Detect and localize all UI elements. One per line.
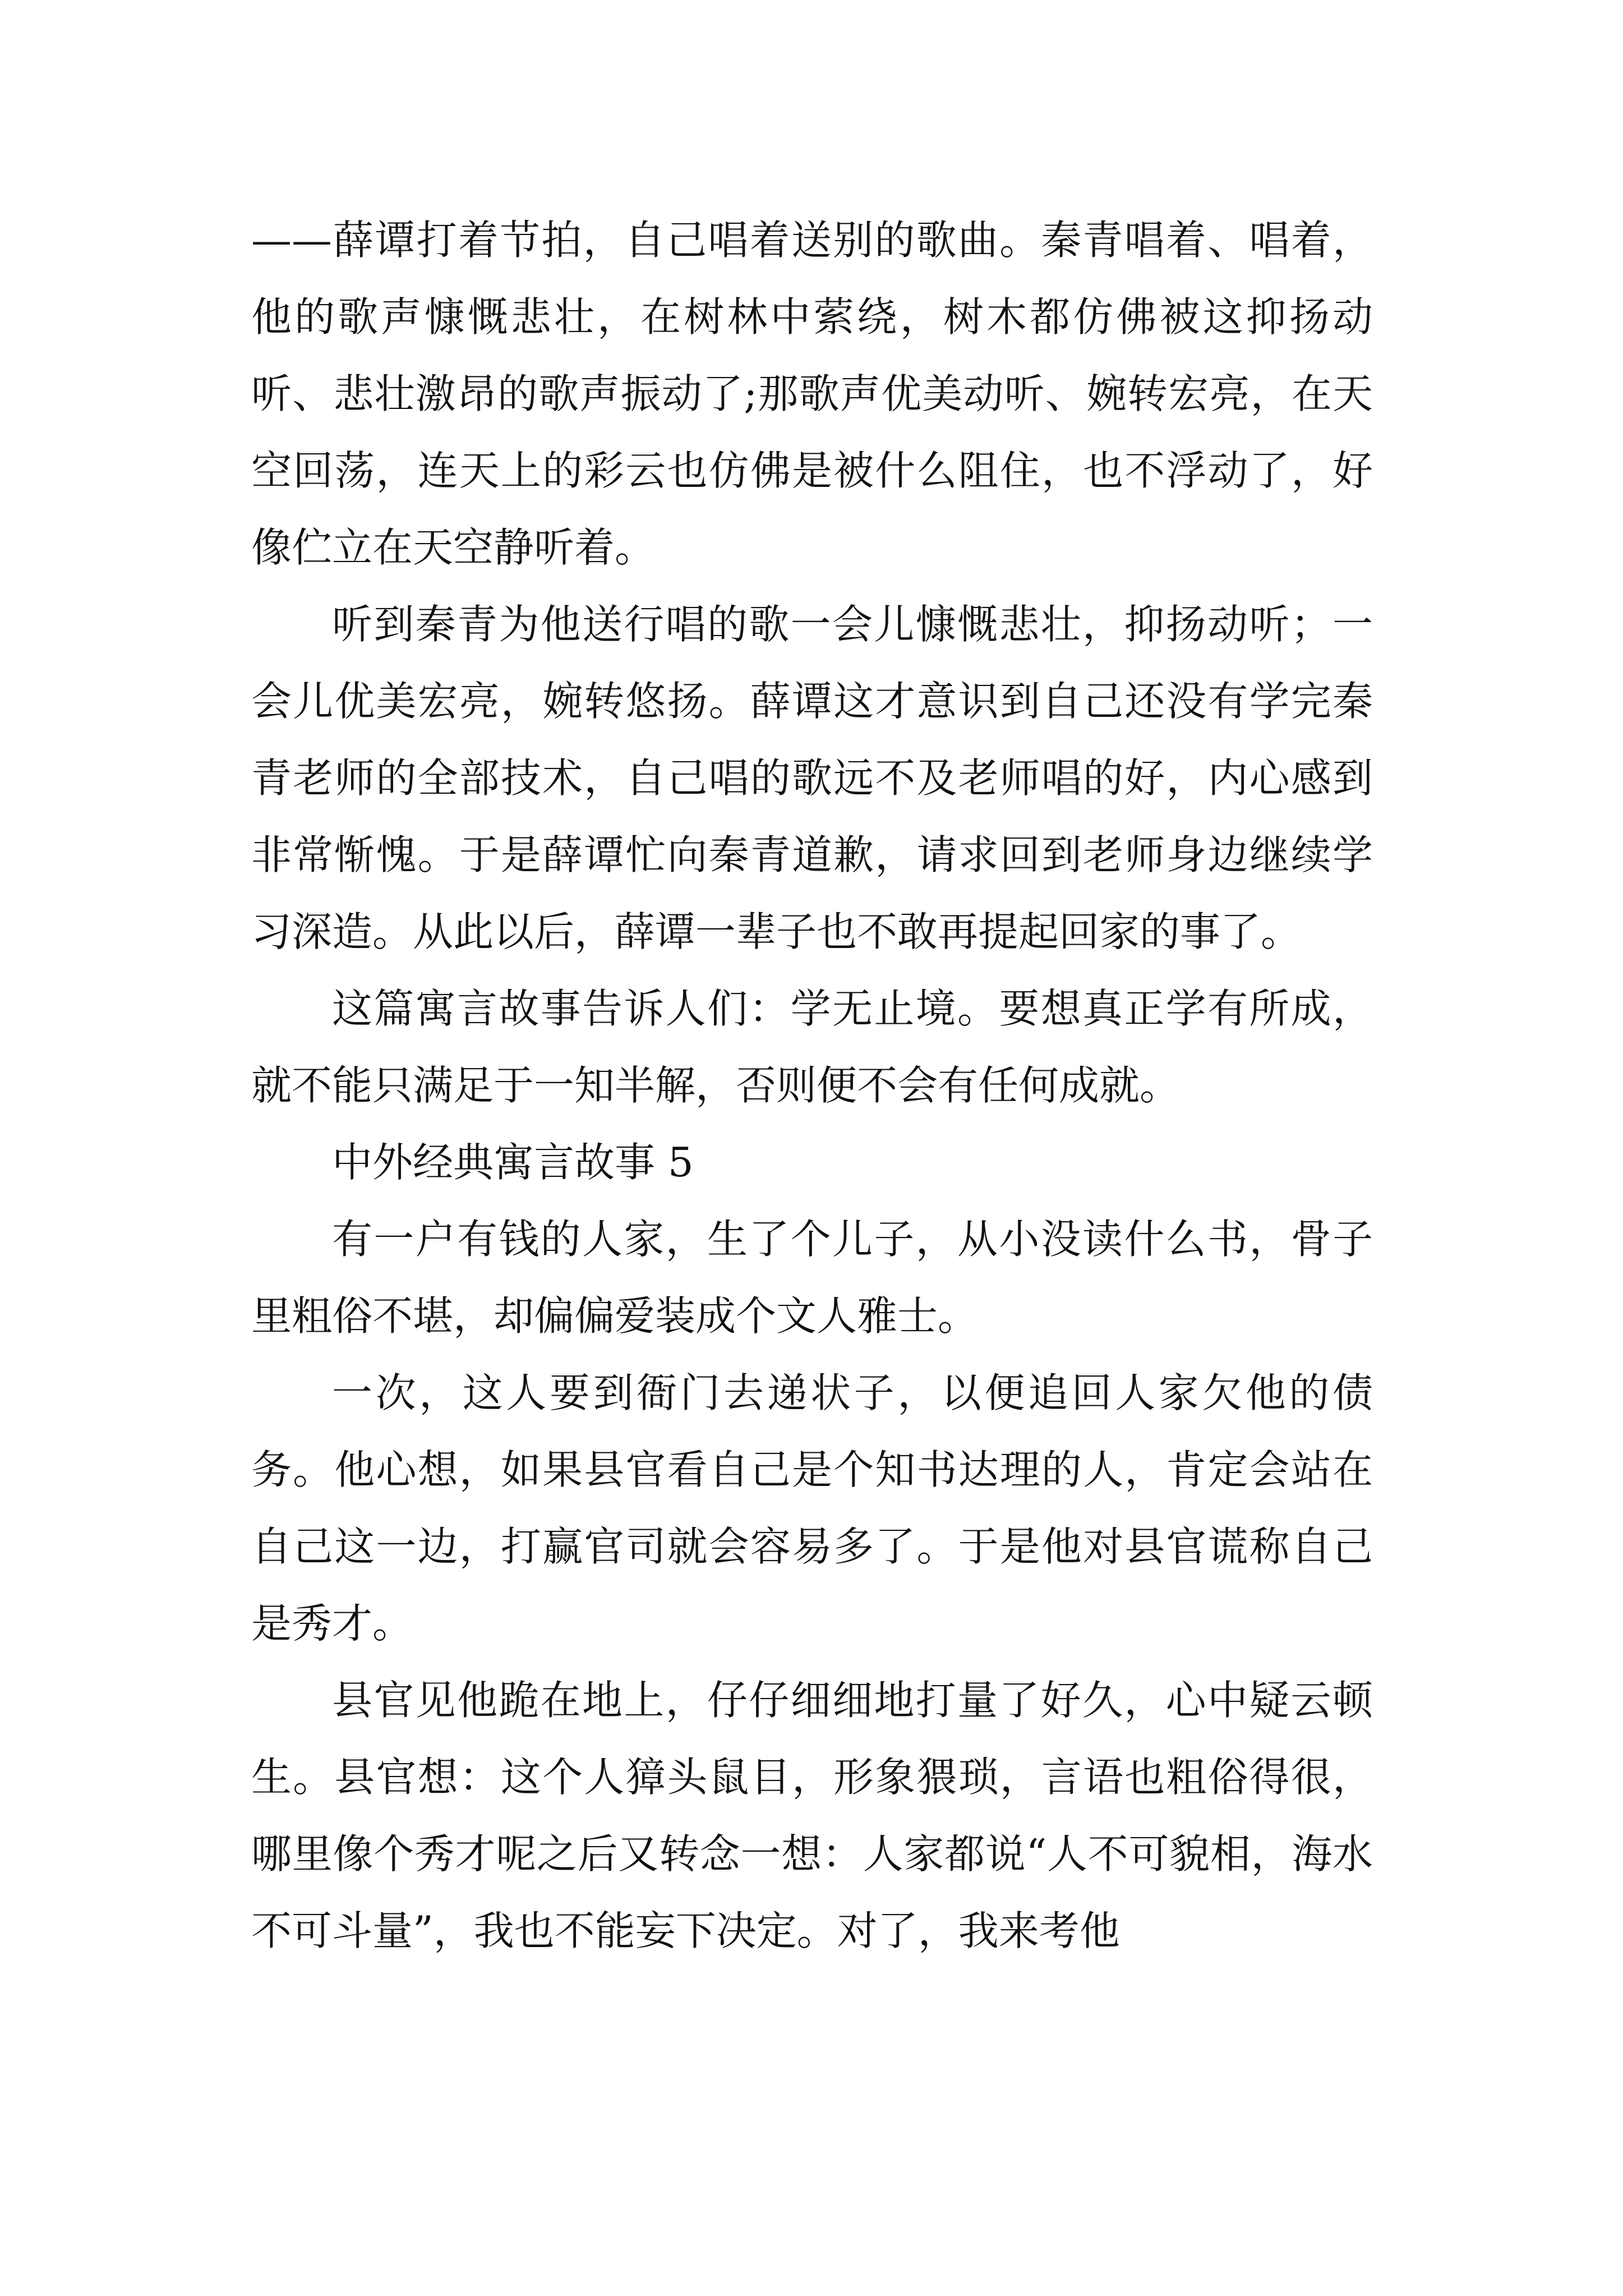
document-page	[251, 202, 1373, 1970]
paragraph: 听到秦青为他送行唱的歌一会儿慷慨悲壮，抑扬动听；一会儿优美宏亮，婉转悠扬。薛谭这才意识到自己还没有学完秦青老师的全部技术，自己唱的歌远不及老师唱的好，内心感到非常惭愧。于是薛谭忙向秦青道歉，请求回到老师身边继续学习深造。从此以后，薛谭一辈子也不敢再提起回家的事了。	[251, 601, 1373, 955]
paragraph-continuation: ——薛谭打着节拍，自己唱着送别的歌曲。秦青唱着、唱着，他的歌声慷慨悲壮，在树林中萦绕，树木都仿佛被这抑扬动听、悲壮激昂的歌声振动了;那歌声优美动听、婉转宏亮，在天空回荡，连天上的彩云也仿佛是被什么阻住，也不浮动了，好像伫立在天空静听着。	[251, 217, 1373, 571]
section-heading: 中外经典寓言故事 5	[332, 1139, 694, 1186]
paragraph: 一次，这人要到衙门去递状子，以便追回人家欠他的债务。他心想，如果县官看自己是个知书达理的人，肯定会站在自己这一边，打赢官司就会容易多了。于是他对县官谎称自己是秀才。	[251, 1369, 1373, 1647]
paragraph: 县官见他跪在地上，仔仔细细地打量了好久，心中疑云顿生。县官想：这个人獐头鼠目，形象猥琐，言语也粗俗得很，哪里像个秀才呢之后又转念一想：人家都说“人不可貌相，海水不可斗量”，我也不能妄下决定。对了，我来考他	[251, 1677, 1373, 1954]
paragraph: 有一户有钱的人家，生了个儿子，从小没读什么书，骨子里粗俗不堪，却偏偏爱装成个文人雅士。	[251, 1216, 1373, 1340]
paragraph: 这篇寓言故事告诉人们：学无止境。要想真正学有所成，就不能只满足于一知半解，否则便不会有任何成就。	[251, 985, 1373, 1109]
